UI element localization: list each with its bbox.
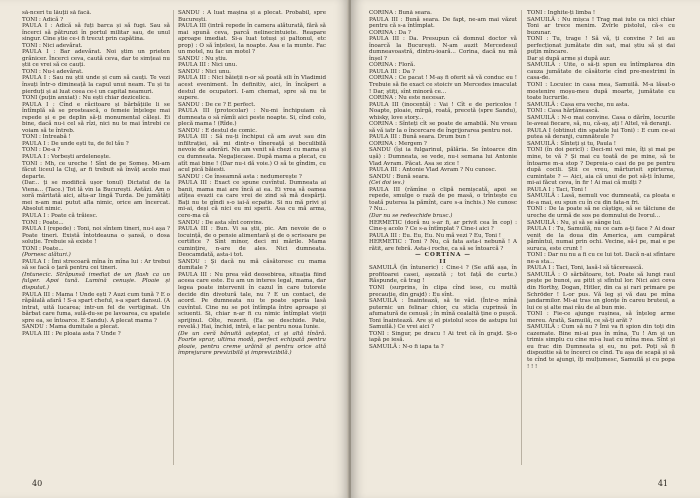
text-paragraph: PAULA I : Cînd e răcitoare și bărbățiile li se întîmplă să se prostească, o femeie înțelege mai repede și e pe deplin să-ți monumental căleși. Ei bine, dacă nu-i cel să rîzi, nici nu te mai întrebi ce voiam să te întreb. xyxy=(22,101,170,134)
text-paragraph: PAULA III : Exact ce spune cuvîntul. Dumneata ai banii, mama mai are încă ai ea. Ei vrea să oamea atîțea evazii ca care vrei de zind să mă despărți. Bați nu te gîndi s-o iai-ă ecpatie. Si nu mă privi și mi-ai, deși că nici eu mi sperii. Asa cu mă arma, cere-ma câ xyxy=(178,180,326,219)
text-paragraph: PAULA I : Taci, Toni, lasă-l să tăcerească. xyxy=(527,265,644,272)
text-paragraph: PAULA III : Pe ploaia asta ? Unde ? xyxy=(22,330,121,337)
text-paragraph: PAULA I : Îmi strecoară mîna în mîna lui : Ar trebui să se facă o țară pentru cei tineri. xyxy=(22,258,170,272)
text-paragraph: CORINA : Mergem ? xyxy=(369,140,427,147)
text-paragraph: TONI : Inghite-ți limba ! xyxy=(527,10,596,16)
text-paragraph: SAMUILĂ : O sărbătoare, tot. Poate să lungi raul pește pe bunoi, au pitit și sfîntul lor. Nici aici ceva din Horthy, Dogan, Hitler, din ca și rari primare pe Schröder ! L-or pus. Vă leg și vă dau pe mîna jandarmilor. Mi-ai tras un glonțe în careu bruteul, a lui ce și alte mai rău de al bun mie. xyxy=(527,271,675,311)
text-paragraph: CORINA : Sînteți cît se poate de amabilă. Nu vreau să vă iatr la o încercare de îngrijorarea pentru noi. xyxy=(369,121,517,134)
text-paragraph: PAULA I : De unde ești tu, de fel tău ? xyxy=(22,140,129,147)
text-paragraph: TONI : Poate... xyxy=(22,245,64,252)
text-paragraph: SAMUILĂ : Lasă, nemuli voc dumneată, ca ploata e de-a mai, eu spun cu în cu din fata-n fri. xyxy=(527,193,675,206)
text-paragraph: HERMETIC : Toni ? Nu, că fata asta-i nebună ! A rătit, are febră. Asta-i roche, ca să se întoarcă ? xyxy=(369,239,517,252)
text-paragraph: TONI : Dar nu nu a fi cu ce lui tot. Dacă n-ai sfîntare ne-a sta... xyxy=(527,252,675,265)
text-paragraph: (Dar nu se redeschide brusc.) xyxy=(369,212,453,219)
text-paragraph: PAULA III (protocolar) : Nu-mi închipuiam că dumneata o să rămîi aici peste noapte. Si, cînd colo, plecă mama ! (Rîde.) xyxy=(178,108,326,128)
text-paragraph: PAULA III (inocentă) : Vai ! Cît e de pericolos ! Noapte, ploaie, mîrgă, roată, precetă (spre Sandu), whisky, love story... xyxy=(369,101,517,121)
text-paragraph: SAMUILĂ : Înaintează, să te văd. (Într-o mînă puternic un felinar chior, cu sticla cuprinsă în afumatură de cenușă ; în mînă cealaltă ține o pușcă. Toni înaintează. Are și el pistolul scos de astupu lui Samuilă.) Ce vrei aici ? xyxy=(369,298,517,331)
text-paragraph: CORINA : Bună seara. xyxy=(369,10,432,16)
text-paragraph: PAULA I : Tu, Samuilă, nu ce cam a-ți face ? Ai doar venit de la doua din America, am cumpărat pămîntul, numai prin ochi. Vecine, să-i pe, mai e pe suruca, este crunt ! xyxy=(527,226,675,252)
text-paragraph: PAULA III : Bună seara. De fapt, ne-am mai văzut pentru că s-a întîmplat. xyxy=(369,16,517,30)
text-paragraph: TONI : Adică ? xyxy=(22,16,64,23)
text-paragraph: PAULA III : Da ? xyxy=(369,68,415,75)
text-paragraph: SAMUILĂ : Sînteți și tu, Paula ! xyxy=(527,140,617,147)
text-paragraph: TONI : Fie-ce ajunge rușinea, să înțeleg arme mereu. Arată, Samuilă, ce să-ți arăt ? xyxy=(527,311,675,324)
text-paragraph: SANDU : E destul de comic. xyxy=(178,127,257,134)
text-paragraph: SAMUILĂ : Nu, și să se sânge lui. xyxy=(527,219,622,226)
text-paragraph: PAULA I : Sau nu știi unde și cum să cauți. Te vezi însuți într-o dimineață la capul unui neam. Tu și tu pierduți și ai luat ceea ce-i un capital neamuri. xyxy=(22,75,170,95)
text-paragraph: PAULA I : Vorbești ardelenește. xyxy=(22,154,111,161)
text-paragraph: (Intunecic. Străpunsă imediat de un flash ca un fulger. Apoi tună. Lumină cenușie. Ploaie și disputat.) xyxy=(22,271,170,291)
text-paragraph: TONI : Nu-i adevărat. xyxy=(22,68,84,75)
text-paragraph: TONI (puțin anxiat) : Nu ești chiar dezicelicu. xyxy=(22,95,151,102)
text-paragraph: SANDU : Mama dumitale a plecat. xyxy=(22,324,120,331)
text-paragraph: CORINA : Ce pacat ! M-aș fi oferit să vă conduc eu ! Trebuie să fie exact ce stoiciv un Mercedes imaculat ! Dar, știți, sînt minoră ce... xyxy=(369,75,517,95)
text-paragraph: SANDU : A luat mașina și a plecat. Probabil, spre București. xyxy=(178,10,326,23)
right-page xyxy=(351,0,700,498)
left-page-column-rule xyxy=(173,10,174,465)
right-page-number: 41 xyxy=(657,479,668,488)
text-paragraph: să-nceri tu lăuții să facă. xyxy=(22,10,92,16)
text-paragraph: TONI : De-a ? xyxy=(22,147,61,154)
text-paragraph: SAMUILĂ : N-o fi iapa ta ? xyxy=(369,343,444,350)
text-paragraph: (Pornesc alături.) xyxy=(22,252,71,259)
text-paragraph: CORINA : Da ? xyxy=(369,29,411,36)
text-paragraph: PAULA I (repede) : Toni, noi sîntem tineri, nu-i așa ? Poate tineri. Există întotdeauna o șansă, o dosa soluție. Trebuie să existe ! xyxy=(22,226,170,246)
text-paragraph: PAULA III : Antonie Vlad Avram ? Nu cunosc. xyxy=(369,167,497,174)
text-paragraph: SAMUILĂ : Casa era veche, nu asta. xyxy=(527,101,630,108)
text-paragraph: PAULA I : Bar adevărat. Noi știm un prieten grănicer. Încerci ceva, caută ceva, dar te simțeai nu știi ce vrei să ce cauți. xyxy=(22,49,170,69)
text-paragraph: PAULA III : Nici unu. xyxy=(178,62,238,69)
text-paragraph: TONI : Locuiec in casa mea, Samuilă. M-a lăsat-o mostenire moșu-meu după moarte, jumătate cu toate lucrurile. xyxy=(527,82,675,102)
text-paragraph: CORINA : Floră. xyxy=(369,62,416,69)
text-paragraph: TONI : Singur, pe dracu ! Ai tret că în grajd. Și-o iapă pe iesă. xyxy=(369,330,517,344)
text-paragraph: PAULA III : Nici băieții n-or să poată sili în Vladimid acest eveniment. În definitiv, aici, în încăperi a destul de ocupatori. I-am chemat, spre să nu te supere. xyxy=(178,75,326,102)
right-page-column-1 xyxy=(369,10,517,465)
text-paragraph: PAULA III (rămîne o clipă nemișcată, apoi se repede, smulge o rază de pe masă, o trîntește cu toată puterea la pămînt, care s-a închis.) Ne cunosc ? Nu... xyxy=(369,186,517,213)
text-paragraph: SANDU : Bună seara. xyxy=(369,173,430,180)
text-paragraph: TONI (în doi pericl) : Deci-mi vei mie, îți și mai pe mine, te vă ? Și mai cu toată de pe mine, să te întoarne m-a stop ? Depreia-o casi de pe pe pentru după cocili. Știi ce vreu, mărturisit spirterea, cumintate ? — Aici, aia că unui de pot să-ți înlume, mi-ai făcut ceva, în fir ! Ai mai că mulți ? xyxy=(527,147,675,187)
text-paragraph: SAMUILĂ : Cum să nu ? Îmi va fi spion din toți din cazemate. Bine mi-ai pus în mîna, Tu ! Am și un trimis simplu cu cine mi-a luat cu mîna mea. Sînt și eu frac din Dumneata și eu, nu pot. Poți să fi dispozitie să te încerci ce cînd. Tu așa de scapă și să te cînd te ajungi, îți mulțumesc, Samuilă și cu popa ! ! ! xyxy=(527,324,675,370)
text-paragraph: (Cei doi ies.) xyxy=(369,180,405,187)
text-paragraph: PAULA III : Nu prea văd deosebirea, situația fiind aceea care este. Eu am un interes legal, mama, dar legea poate intervenii în cazul în care tutorele decide din divotură tale, nu ? E un contact, de acord. Pe dumneata nu te poate speria lasă cuvîntul. Cine nu se pot întîmpla între aproape și sciuenti. Si, chiar n-ar fi cu nimic întîmplat vieții sprijinul. Oîte, rezerit. (Ea se deschide. Pate, revelă.) Hai, închid, intră, e lac pentru noua Iunie. xyxy=(178,271,326,331)
text-paragraph: SANDU (își ia fulgarinul, pălăria. Se întoarce din ușă) : Dumneata, se vede, nu-i semana lui Antonie Vlad Avram. Păcat. Asa se zice ! xyxy=(369,147,517,167)
text-paragraph: PAULA III : Mama ! Unde ești ? Auzi cum tună ? E o răpăială afară ! S-a spart cheful, s-a spart dansul. (A intrat, uită lucarea; intr-un fel de vertiginat. Un bărbat care fuma, sulă-du-se pe lavoarea, cu spatele spre ea, se întoarce. E Sandu). A plecat mama ? xyxy=(22,291,170,324)
text-paragraph: CORINA : Nu este necesar. xyxy=(369,95,446,102)
left-page-number: 40 xyxy=(32,479,43,488)
text-paragraph: PAULA I (obtinut din spatele lui Toni) : E cum ce-ai putea să deranji, cumnăteule ? xyxy=(527,127,675,141)
text-paragraph: SANDU : De ce ? E perfect. xyxy=(178,101,256,108)
text-paragraph: PAULA I : Taci, Toni ! xyxy=(527,186,587,193)
text-paragraph: SANDU : Nu știu. xyxy=(178,55,228,62)
left-page-column-1 xyxy=(22,10,170,465)
text-paragraph: PAULA III : Să nu-ți închipui că am avut sau din infiltrației, să mi dintr-o tînereață și beculibilă nevoie de aderări. Nu am venit să chezi cu mama și cu dumneata. Negațiecase. După mama a plecat, cu atît mai bine ! (Dar nu-i dă voie.) O să te gîndim, cu acul pică băiesti. xyxy=(178,134,326,174)
text-paragraph: PAULA I : Poate că trăiesc. xyxy=(22,212,98,219)
text-paragraph: TONI : Mh, ce ureche ! Sînt de pe Someș. Mi-am făcut liceul la Cluj, ar fi trebuit să învăț acolo mai departe. xyxy=(22,160,170,180)
text-paragraph: — CORTINA — xyxy=(415,252,471,259)
text-paragraph: TONI (surprins, în clipa cînd iese, cu multă precauție, din grajd) : Eu sînt. xyxy=(369,284,517,298)
text-paragraph: Dar și după arme și după aur. xyxy=(527,55,611,62)
text-paragraph: TONI : Tu, trage ! Să vă, ți convine ? Iei au perfecționat jumătate din sat, mai știu să și dai puțin mîncare. xyxy=(527,36,675,56)
text-paragraph: TONI : Nici adevărat. xyxy=(22,42,83,49)
text-paragraph: SANDU : Și dacă nu mă căsătoresc cu mama dumitale ? xyxy=(178,258,326,272)
right-page-column-rule xyxy=(521,10,522,465)
text-paragraph: TONI : Intreabă ! xyxy=(22,134,71,141)
text-paragraph: PAULA I : Adică să fuți barca și să fugi. Sau să încerci să pătrunzi în portul militar sau, de unul singur. Cine știe ce-i fi trecut prin capătina. xyxy=(22,23,170,43)
text-paragraph: SAMUILĂ : Uite, o să-ți spun eu întîmplarea din cauza jumătate de căsătorie cînd pre-mestrimi în casa-de. xyxy=(527,62,675,82)
text-paragraph: PAULA III : Bun. Vi sa știi, pic. Am nevoie de o locuință, de o pensie alimentară și de o scrisoare pe certifice ? Sînt minor, deci mi mările. Mama cumințire, n-are de ales. Nici dumneata. Deocamdată, asta-i tot. xyxy=(178,226,326,259)
text-paragraph: SAMUILĂ (în întuneric) : Cine-i ? (Se află așa, în profitoarei casei, așezată ; tot față de curte.) Răspunde, că trag ! xyxy=(369,265,517,285)
text-paragraph: SANDU : De asta sînt convins. xyxy=(178,219,264,226)
text-paragraph: TONI : Poate... xyxy=(22,219,64,226)
text-paragraph: (De un ceră bănuită așteptat, ci și altă tînără. Foarte sprar, ultima modă, perfect echipată pentru ploaie, pentru creme urăină și pentru orice altă împrejurare previzibilă și imprevizibilă.) xyxy=(178,330,326,357)
text-paragraph: (Dar... ți se modifică ușor tonul) Dictatul de la Viena... (Tace.) Tot lă vin la București. Astăzi. Am o soră măritată aici, alta-ar lingă Turda. De jumătăți mei n-am mai putut afla nimic, orice am încercat. Absolut nimic. xyxy=(22,180,170,213)
left-page xyxy=(0,0,349,498)
text-paragraph: PAULA III (intră repede în camera alăturată, fără să mai spună ceva, parcă nelinecintuiete. Reapare aproape imediat. Si-a luat totuși și paltonul, etc prop) : O să înțelesi, la noapte. Asa e la munte. Fac un motel, nu fac un motel ? xyxy=(178,23,326,56)
text-paragraph: SANDU : Ce înseamnă asta : nedumerește ? xyxy=(178,173,302,180)
text-paragraph: PAULA III : Da. Presupun că domnul doctor vă înoarcă la București. N-am auzit Mercedesul dumneavoastră, dintru-ioară... Corina, dacă nu mă înșel ? xyxy=(369,36,517,62)
text-paragraph: HERMETIC (doră nu s-ar fi, ar privit cea în cop) : Cine-ș acolo ? Ce s-a întîmplat ? Cine-i aici ? xyxy=(369,219,517,233)
text-paragraph: SANDU : Nici unu. xyxy=(178,68,231,75)
left-page-column-2 xyxy=(178,10,326,465)
text-paragraph: PAULA III : Bună seara. Drum bun ! xyxy=(369,134,470,141)
text-paragraph: SAMUILĂ : Nu mișca ! Trag mai iute ca nici chiar Toni ar trece menim. Zvîrle pistolul, că-s cu buzunar. xyxy=(527,16,675,36)
text-paragraph: TONI : De la poate să ne câștige, să se tâlciune de ureche de urmă de sos pe domnului de Ivorul... xyxy=(527,206,675,219)
text-paragraph: SAMUILĂ : N-o mai convine. Casa o dărîm, locurile le-aveai fiecare, să, nu, că-aș, ați ! Altel, vă deranji. xyxy=(527,114,675,128)
text-paragraph: TONI : Casa hărțănească. xyxy=(527,108,600,115)
text-paragraph: PAULA III : Eu. Eu, Eu. Nu mă vezi ? Eu, Toni ! xyxy=(369,232,501,239)
text-paragraph: II xyxy=(439,258,447,265)
right-page-column-2 xyxy=(527,10,675,465)
